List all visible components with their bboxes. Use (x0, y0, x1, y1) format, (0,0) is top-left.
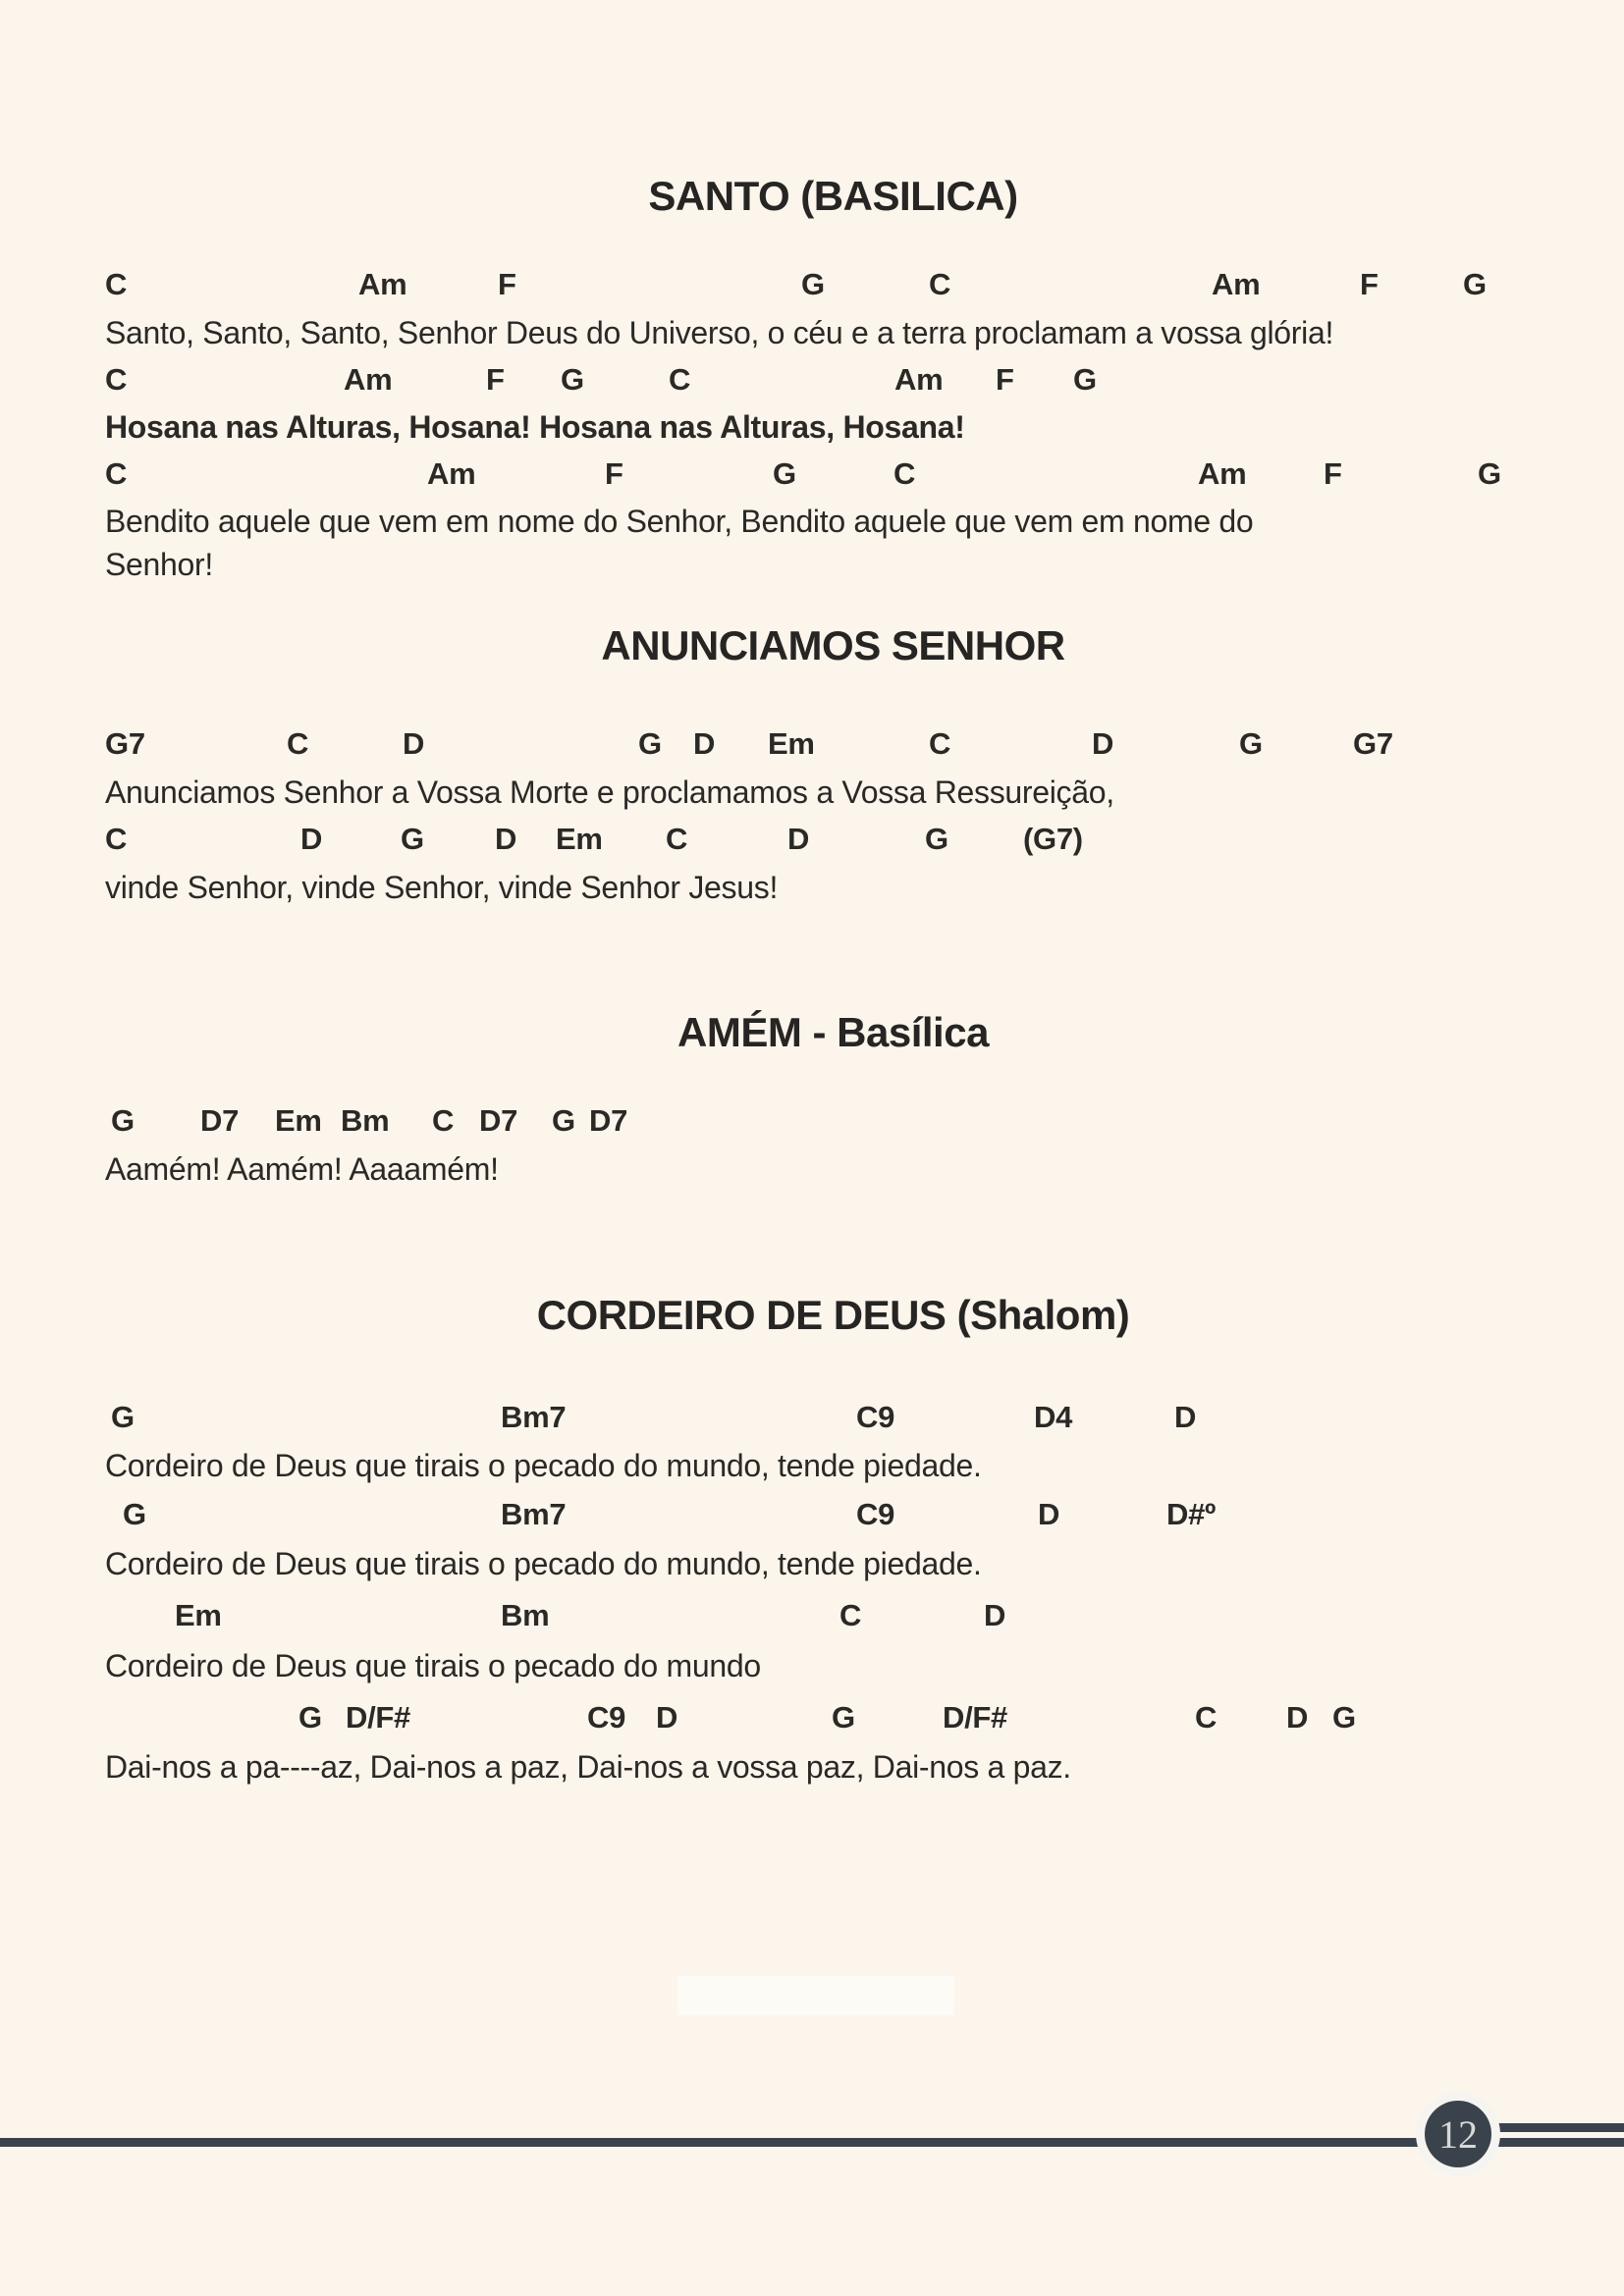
chord: G (123, 1497, 146, 1531)
lyric-text: Santo, Santo, Santo, Senhor Deus do Universo, o céu e a terra proclamam a vossa glória! (105, 315, 1334, 350)
lyric-line (0, 1650, 1624, 1689)
chord: D (656, 1700, 678, 1735)
lyric-text: Anunciamos Senhor a Vossa Morte e proclamamos a Vossa Ressureição, (105, 774, 1114, 810)
chord: G7 (1353, 726, 1393, 761)
lyric-text: Bendito aquele que vem em nome do Senhor, Bendito aquele que vem em nome do (105, 504, 1254, 539)
page-number: 12 (1438, 2111, 1478, 2157)
chord: Em (175, 1598, 222, 1632)
page-number-badge (1425, 2101, 1491, 2167)
chord: D (787, 822, 810, 856)
chord: C (432, 1103, 455, 1138)
chord: D (1286, 1700, 1309, 1735)
chord: C (669, 362, 691, 397)
chord: Am (344, 362, 393, 397)
chord: D7 (589, 1103, 628, 1138)
lyric-text: Cordeiro de Deus que tirais o pecado do mundo, tende piedade. (105, 1546, 982, 1581)
chord-line (0, 728, 1624, 768)
chord: F (486, 362, 505, 397)
chord-line (0, 824, 1624, 863)
lyric-line (0, 872, 1624, 911)
chord: G (773, 456, 796, 491)
chord: D (300, 822, 323, 856)
chord: (G7) (1023, 822, 1083, 856)
chord: G7 (105, 726, 145, 761)
chord: C (929, 726, 951, 761)
chord-line (0, 1105, 1624, 1145)
song-title: AMÉM - Basílica (677, 1009, 989, 1055)
chord: C (666, 822, 688, 856)
chord: C9 (856, 1497, 895, 1531)
chord: D (1174, 1400, 1197, 1434)
chord: D (1038, 1497, 1060, 1531)
chord: G (298, 1700, 322, 1735)
chord: D#º (1166, 1497, 1217, 1531)
chord: C (105, 456, 128, 491)
faded-patch (677, 1976, 954, 2015)
chord: C (287, 726, 309, 761)
chord: G (1478, 456, 1501, 491)
footer-rule-upper-right (1498, 2123, 1624, 2132)
chord: D (1092, 726, 1114, 761)
chord: Bm (501, 1598, 550, 1632)
lyric-text: Dai-nos a pa----az, Dai-nos a paz, Dai-nos a vossa paz, Dai-nos a paz. (105, 1749, 1071, 1785)
chord: Am (894, 362, 944, 397)
chord: Bm7 (501, 1497, 567, 1531)
chord: D (403, 726, 425, 761)
lyric-line (0, 1751, 1624, 1790)
chord: D (495, 822, 517, 856)
chord: G (401, 822, 424, 856)
chord: G (1073, 362, 1097, 397)
lyric-text: Hosana nas Alturas, Hosana! Hosana nas Alturas, Hosana! (105, 409, 965, 445)
chord: D4 (1034, 1400, 1073, 1434)
chord-line (0, 1499, 1624, 1538)
chord-line (0, 1702, 1624, 1741)
chord: F (1360, 267, 1379, 301)
chord: C (1195, 1700, 1218, 1735)
chord: Bm7 (501, 1400, 567, 1434)
chord: G (925, 822, 948, 856)
chord: G (111, 1103, 135, 1138)
chord: C (929, 267, 951, 301)
footer-rule (0, 2138, 1624, 2147)
chord: D (984, 1598, 1006, 1632)
chord: Em (275, 1103, 322, 1138)
chord-line (0, 364, 1624, 403)
lyric-text: Cordeiro de Deus que tirais o pecado do mundo (105, 1648, 761, 1683)
lyric-line (0, 411, 1624, 451)
chord: D (693, 726, 716, 761)
chord: Am (358, 267, 407, 301)
chord: G (111, 1400, 135, 1434)
lyric-text: Cordeiro de Deus que tirais o pecado do mundo, tende piedade. (105, 1448, 982, 1483)
chord: D/F# (346, 1700, 410, 1735)
lyric-line (0, 317, 1624, 356)
chord: D7 (479, 1103, 518, 1138)
chord: F (605, 456, 623, 491)
lyric-text: Senhor! (105, 547, 213, 582)
chord: G (561, 362, 584, 397)
chord: F (996, 362, 1014, 397)
chord: G (1332, 1700, 1356, 1735)
chord-line (0, 1600, 1624, 1639)
lyric-line (0, 776, 1624, 816)
lyric-line (0, 1450, 1624, 1489)
song-title: SANTO (BASILICA) (648, 173, 1018, 219)
chord-line (0, 1402, 1624, 1441)
lyric-text: Aamém! Aamém! Aaaamém! (105, 1151, 499, 1187)
lyric-line (0, 549, 1624, 588)
chord-line (0, 269, 1624, 308)
chord: C (105, 822, 128, 856)
lyric-line (0, 1153, 1624, 1193)
chord: G (552, 1103, 575, 1138)
chord: G (1463, 267, 1487, 301)
chord: Bm (341, 1103, 390, 1138)
chord: C9 (856, 1400, 895, 1434)
chord: C9 (587, 1700, 626, 1735)
chord: G (832, 1700, 855, 1735)
chord: D/F# (943, 1700, 1007, 1735)
song-title: CORDEIRO DE DEUS (Shalom) (536, 1292, 1130, 1338)
chord: G (801, 267, 825, 301)
chord: C (105, 362, 128, 397)
chord: Em (556, 822, 603, 856)
chord: Am (1198, 456, 1247, 491)
lyric-line (0, 1548, 1624, 1587)
chord: D7 (200, 1103, 240, 1138)
lyric-text: vinde Senhor, vinde Senhor, vinde Senhor Jesus! (105, 870, 779, 905)
lyric-line (0, 506, 1624, 545)
chord: G (638, 726, 662, 761)
chord: C (105, 267, 128, 301)
chord: F (498, 267, 516, 301)
chord: Am (427, 456, 476, 491)
chord: C (839, 1598, 862, 1632)
chord: C (893, 456, 916, 491)
chord: Am (1212, 267, 1261, 301)
chord-line (0, 458, 1624, 498)
chord: Em (768, 726, 815, 761)
song-title: ANUNCIAMOS SENHOR (601, 622, 1065, 668)
chord: G (1239, 726, 1263, 761)
chord: F (1324, 456, 1342, 491)
